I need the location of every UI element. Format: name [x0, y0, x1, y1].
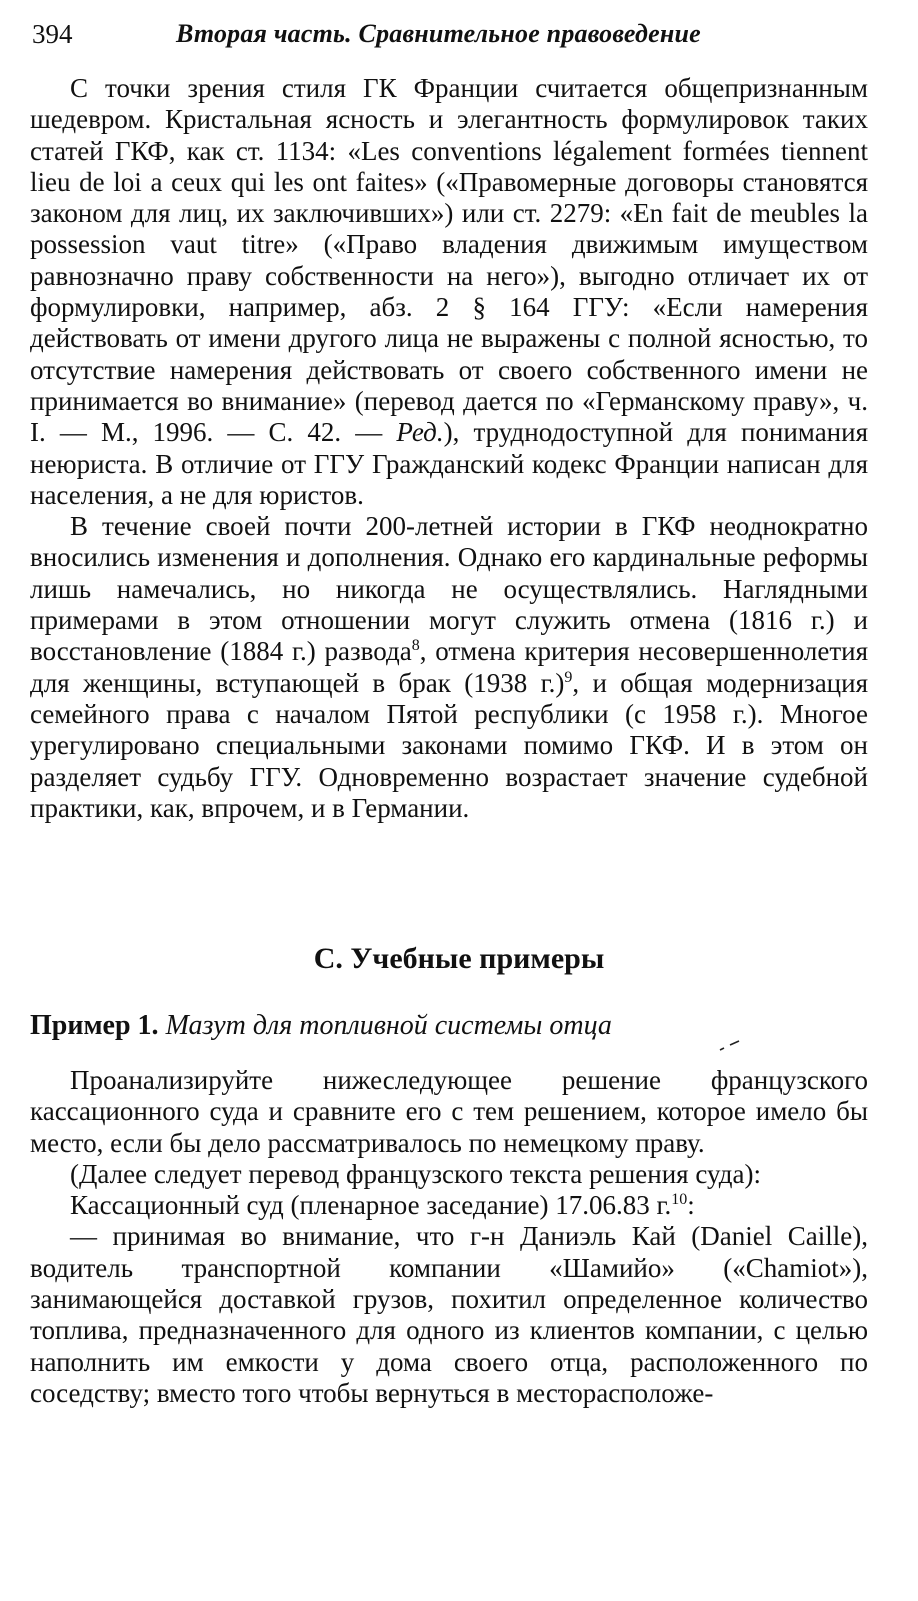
paragraph-history [30, 511, 868, 824]
footnote-ref-9[interactable]: 9 [564, 668, 573, 686]
running-head-title: Вторая часть. Сравнительное правоведение [176, 19, 701, 48]
paragraph-style-text-a: С точки зрения стиля ГК Франции считается общепризнанным шедевром. Кристальная ясность и элегантность формулировок таких статей ГКФ, как ст. 1134: «Les conventions légalement formées tiennent lieu de loi a ceux qui les ont faites» («Правомерные договоры становятся законом для лиц, их заключивших») или ст. 2279: «En fait de meubles la possession vaut titre» («Право владения движимым имуществом равнозначно праву собственности на него»), выгодно отличает их от формулировки, например, абз. 2 § 164 ГГУ: «Если намерения действовать от имени другого лица не выражены с полной ясностью, то отсутствие намерения действовать от своего собственного имени не принимается во внимание» (перевод дается по «Германскому праву», ч. I. — М., 1996. — С. 42. — [30, 73, 868, 448]
example-title: Мазут для топливной системы отца [165, 1010, 612, 1041]
example-facts: — принимая во внимание, что г-н Даниэль Кай (Daniel Caille), водитель транспортной компании «Шамийо» («Chamiot»), занимающейся доставкой грузов, похитил определенное количество топлива, предназначенного для одного из клиентов компании, с целью наполнить им емкости у дома своего отца, расположенного по соседству; вместо того чтобы вернуться в месторасположе- [30, 1221, 868, 1408]
example-court-line [30, 1190, 868, 1221]
example-heading [30, 1007, 868, 1045]
footnote-ref-8[interactable]: 8 [411, 637, 420, 655]
paragraph-style-text-b: ), труднодоступной для понимания неюриста. В отличие от ГГУ Гражданский кодекс Франции написан для населения, а не для юристов. [30, 417, 868, 510]
page-number: 394 [32, 19, 73, 49]
example-label: Пример 1. [30, 1010, 159, 1041]
editor-note: Ред. [396, 417, 444, 448]
paragraph-style [30, 73, 868, 511]
section-heading: С. Учебные примеры [313, 942, 605, 975]
main-text [30, 73, 868, 824]
example-translation-note: (Далее следует перевод французского текста решения суда): [70, 1158, 761, 1189]
example-task: Проанализируйте нижеследующее решение французского кассационного суда и сравните его с тем решением, которое имело бы место, если бы дело рассматривалось по немецкому праву. [30, 1065, 868, 1158]
paragraph-history-text-c: , и общая модернизация семейного права с началом Пятой республики (с 1958 г.). Многое урегулировано специальными законами помимо ГКФ. И в этом он разделяет судьбу ГГУ. Одновременно возрастает значение судебной практики, как, впрочем, и в Германии. [30, 667, 868, 823]
court-line-colon: : [687, 1190, 695, 1221]
paragraph-history-text-b: , отмена критерия несовершеннолетия для женщины, вступающей в брак (1938 г.) [30, 636, 868, 698]
example-text [30, 1065, 868, 1409]
paragraph-history-text-a: В течение своей почти 200-летней истории в ГКФ неоднократно вносились изменения и дополнения. Однако его кардинальные реформы лишь намечались, но никогда не осуществлялись. Наглядными примерами в этом отношении могут служить отмена (1816 г.) и восстановление (1884 г.) развода [30, 511, 868, 667]
ink-mark-icon [718, 1036, 742, 1052]
footnote-ref-10[interactable]: 10 [671, 1191, 688, 1209]
court-line-text: Кассационный суд (пленарное заседание) 17.06.83 г. [70, 1190, 672, 1221]
running-head [32, 16, 872, 56]
